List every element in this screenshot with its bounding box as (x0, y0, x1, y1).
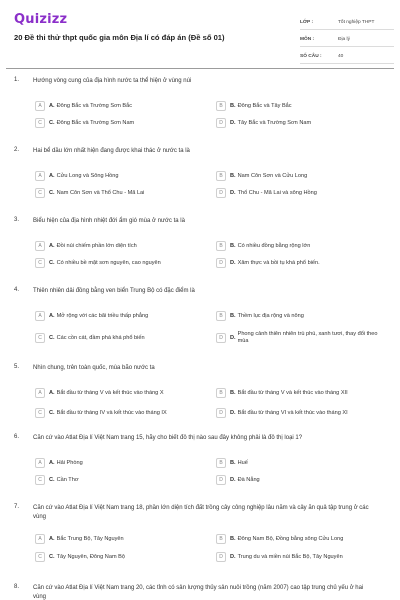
option-checkbox[interactable]: D (216, 475, 226, 485)
option-text: Có nhiều đồng bằng rộng lớn (237, 242, 311, 249)
option-checkbox[interactable]: A (35, 171, 45, 181)
answer-option[interactable] (35, 406, 200, 420)
option-letter: C. (49, 477, 55, 483)
option-checkbox[interactable]: D (216, 258, 226, 268)
header-divider (6, 68, 394, 69)
option-text: Đông Bắc và Tây Bắc (237, 102, 292, 109)
option-checkbox[interactable]: D (216, 408, 226, 418)
option-checkbox[interactable]: D (216, 118, 226, 128)
option-letter: A. (49, 313, 55, 319)
quizizz-logo[interactable]: Quizizz (14, 12, 68, 27)
option-text: Bắt đầu từ tháng V và kết thúc vào tháng X (56, 389, 164, 396)
option-checkbox[interactable]: B (216, 534, 226, 544)
option-letter: B. (230, 243, 236, 249)
option-text: Thềm lục địa rộng và nông (237, 312, 304, 319)
option-letter: B. (230, 460, 236, 466)
question-number: 8. (14, 584, 20, 590)
answer-option[interactable] (35, 456, 200, 470)
answer-option[interactable] (35, 532, 200, 546)
answer-option[interactable] (216, 256, 386, 270)
answer-option[interactable] (216, 116, 386, 130)
option-checkbox[interactable]: A (35, 101, 45, 111)
question-number: 5. (14, 364, 20, 370)
meta-row-subject (300, 32, 394, 47)
option-checkbox[interactable]: B (216, 101, 226, 111)
option-letter: D. (230, 410, 236, 416)
option-checkbox[interactable]: B (216, 311, 226, 321)
answer-option[interactable] (35, 99, 200, 113)
option-letter: C. (49, 554, 55, 560)
meta-value: Tốt nghiệp THPT (338, 19, 375, 25)
option-text: Đông Bắc và Trường Sơn Nam (56, 119, 135, 126)
option-letter: C. (49, 120, 55, 126)
option-text: Nam Côn Sơn và Cửu Long (237, 172, 308, 179)
question-number: 6. (14, 434, 20, 440)
answer-option[interactable] (216, 309, 386, 323)
answer-option[interactable] (216, 406, 386, 420)
question-text: Căn cứ vào Atlat Địa lí Việt Nam trang 18, phần lớn diện tích đất trồng cây công nghiệp lâu năm và cây ăn quả tập trung ở các vùng (33, 505, 369, 520)
option-text: Bắt đầu từ tháng VI và kết thúc vào tháng XI (237, 409, 348, 416)
option-checkbox[interactable]: C (35, 188, 45, 198)
option-text: Xâm thực và bồi tụ khá phổ biến. (237, 259, 320, 266)
option-text: Đồi núi chiếm phần lớn diện tích (56, 242, 137, 249)
option-letter: B. (230, 103, 236, 109)
option-checkbox[interactable]: B (216, 458, 226, 468)
option-letter: C. (49, 335, 55, 341)
question-text: Hai bể dầu lớn nhất hiện đang được khai thác ở nước ta là (33, 148, 190, 154)
option-text: Đông Bắc và Trường Sơn Bắc (56, 102, 133, 109)
option-letter: C. (49, 190, 55, 196)
answer-option[interactable] (35, 386, 200, 400)
answer-option[interactable] (216, 550, 386, 564)
answer-option[interactable] (35, 331, 200, 345)
answer-option[interactable] (35, 239, 200, 253)
option-checkbox[interactable]: C (35, 258, 45, 268)
answer-option[interactable] (216, 473, 386, 487)
answer-option[interactable] (35, 550, 200, 564)
worksheet-meta (300, 15, 394, 66)
option-text: Nam Côn Sơn và Thổ Chu - Mã Lai (56, 189, 145, 196)
meta-value: 40 (338, 53, 344, 59)
answer-option[interactable] (216, 386, 386, 400)
option-checkbox[interactable]: A (35, 534, 45, 544)
answer-option[interactable] (216, 532, 386, 546)
option-checkbox[interactable]: C (35, 333, 45, 343)
option-letter: B. (230, 313, 236, 319)
question-text: Hướng vòng cung của địa hình nước ta thể hiện ở vùng núi (33, 78, 192, 84)
option-text: Mở rộng với các bãi triều thấp phẳng (56, 312, 149, 319)
option-text: Cần Thơ (56, 476, 79, 483)
answer-option[interactable] (216, 99, 386, 113)
answer-option[interactable] (216, 169, 386, 183)
question-text: Nhìn chung, trên toàn quốc, mùa bão nước ta (33, 365, 155, 371)
option-text: Cửu Long và Sông Hồng (56, 172, 119, 179)
option-text: Các cồn cát, đầm phá khá phổ biến (56, 334, 145, 341)
option-letter: A. (49, 536, 55, 542)
option-text: Đà Nẵng (237, 476, 260, 483)
meta-row-class (300, 15, 394, 30)
option-letter: A. (49, 243, 55, 249)
option-checkbox[interactable]: C (35, 408, 45, 418)
question-number: 1. (14, 77, 20, 83)
meta-label: LỚP : (300, 19, 314, 25)
option-checkbox[interactable]: A (35, 458, 45, 468)
answer-option[interactable] (35, 309, 200, 323)
option-letter: B. (230, 390, 236, 396)
question-number: 2. (14, 147, 20, 153)
option-checkbox[interactable]: D (216, 552, 226, 562)
question-number: 7. (14, 504, 20, 510)
option-text: Tây Bắc và Trường Sơn Nam (237, 119, 312, 126)
option-letter: D. (230, 335, 236, 341)
question-text: Căn cứ vào Atlat Địa lí Việt Nam trang 15, hãy cho biết đô thị nào sau đây không phải là đô thị loại 1? (33, 435, 303, 441)
option-letter: C. (49, 260, 55, 266)
option-checkbox[interactable]: C (35, 475, 45, 485)
question-text: Căn cứ vào Atlat Địa lí Việt Nam trang 20, các tỉnh có sản lượng thủy sản nuôi trồng (năm 2007) cao tập trung chủ yếu ở hai vùng (33, 585, 364, 600)
question-text: Biểu hiện của địa hình nhiệt đới ẩm gió mùa ở nước ta là (33, 218, 185, 224)
option-text: Hải Phòng (56, 459, 83, 466)
option-text: Phong cảnh thiên nhiên trù phú, xanh tươi, thay đổi theo mùa (237, 331, 378, 344)
worksheet-title: 20 Đề thi thử thpt quốc gia môn Địa lí có đáp án (Đề số 01) (14, 33, 225, 42)
option-letter: B. (230, 173, 236, 179)
option-text: Bắc Trung Bộ, Tây Nguyên (56, 535, 124, 542)
option-text: Trung du và miền núi Bắc Bộ, Tây Nguyên (237, 553, 343, 560)
option-text: Bắt đầu từ tháng IV và kết thúc vào tháng IX (56, 409, 167, 416)
option-text: Bắt đầu từ tháng V và kết thúc vào tháng XII (237, 389, 348, 396)
meta-label: SỐ CÂU : (300, 53, 322, 59)
answer-option[interactable] (35, 473, 200, 487)
question-text: Thiên nhiên dải đồng bằng ven biển Trung Bộ có đặc điểm là (33, 288, 195, 294)
option-letter: D. (230, 260, 236, 266)
option-text: Tây Nguyên, Đông Nam Bộ (56, 553, 125, 560)
worksheet-header (0, 0, 400, 72)
option-text: Đông Nam Bộ, Đồng bằng sông Cửu Long (237, 535, 344, 542)
option-letter: D. (230, 190, 236, 196)
meta-value: Địa lý (338, 36, 350, 42)
option-letter: D. (230, 554, 236, 560)
option-text: Có nhiều bề mặt sơn nguyên, cao nguyên (56, 259, 161, 266)
meta-row-count (300, 49, 394, 64)
option-letter: A. (49, 390, 55, 396)
option-text: Huế (237, 459, 248, 466)
option-checkbox[interactable]: C (35, 118, 45, 128)
question-number: 4. (14, 287, 20, 293)
option-letter: A. (49, 103, 55, 109)
option-checkbox[interactable]: D (216, 188, 226, 198)
option-checkbox[interactable]: B (216, 241, 226, 251)
option-letter: D. (230, 477, 236, 483)
option-letter: B. (230, 536, 236, 542)
answer-option[interactable] (216, 331, 386, 345)
option-letter: C. (49, 410, 55, 416)
option-checkbox[interactable]: C (35, 552, 45, 562)
meta-label: MÔN : (300, 36, 315, 42)
option-checkbox[interactable]: A (35, 388, 45, 398)
answer-option[interactable] (35, 186, 200, 200)
answer-option[interactable] (35, 256, 200, 270)
option-checkbox[interactable]: B (216, 388, 226, 398)
option-checkbox[interactable]: A (35, 311, 45, 321)
answer-option[interactable] (35, 116, 200, 130)
answer-option[interactable] (35, 169, 200, 183)
option-checkbox[interactable]: A (35, 241, 45, 251)
option-letter: D. (230, 120, 236, 126)
answer-option[interactable] (216, 239, 386, 253)
option-checkbox[interactable]: D (216, 333, 226, 343)
option-text: Thổ Chu - Mã Lai và sông Hồng (237, 189, 317, 196)
answer-option[interactable] (216, 456, 386, 470)
question-number: 3. (14, 217, 20, 223)
option-letter: A. (49, 173, 55, 179)
option-checkbox[interactable]: B (216, 171, 226, 181)
answer-option[interactable] (216, 186, 386, 200)
option-letter: A. (49, 460, 55, 466)
